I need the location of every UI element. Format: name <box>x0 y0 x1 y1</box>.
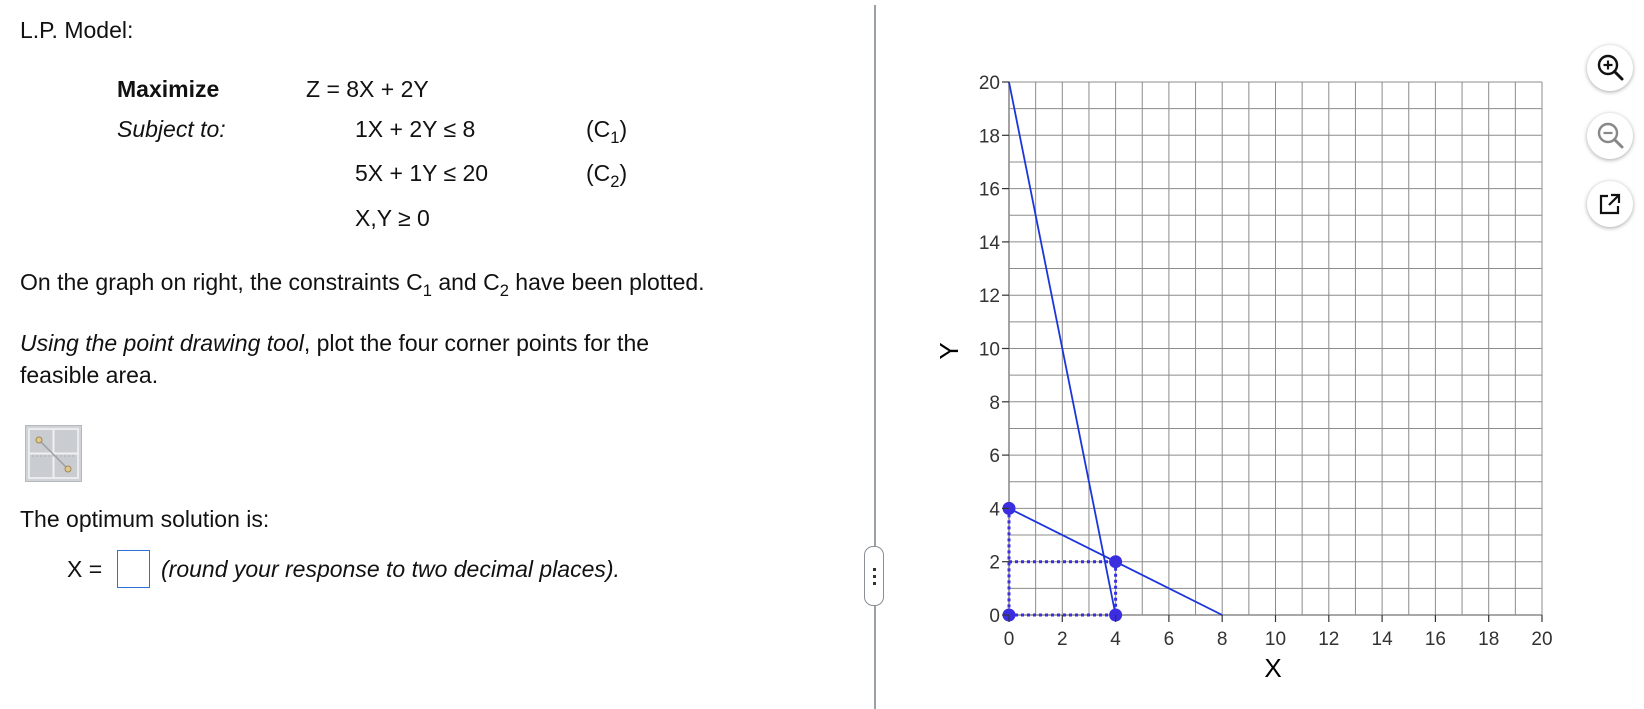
x-tick-label: 0 <box>1003 629 1015 650</box>
x-tick-label: 12 <box>1318 629 1340 650</box>
y-tick-label: 0 <box>989 606 1000 627</box>
constraint-c2-tag: $(C_2)$ <box>586 160 628 191</box>
y-tick-label: 6 <box>989 446 1000 468</box>
panel-resize-handle[interactable] <box>864 546 884 606</box>
axis-ticks <box>979 73 1553 650</box>
corner-point <box>1003 502 1016 515</box>
constraint-c1: 1X + 2Y ≤ 8 <box>355 116 476 142</box>
point-drawing-tool-button[interactable] <box>25 425 82 482</box>
instruction-constraints: On the graph on right, the constraints $C_1$ and $C_2$ have been plotted. <box>20 269 705 300</box>
x-axis-label: X <box>1264 653 1282 683</box>
instruction-plot: Using the point drawing tool, plot the four corner points for the <box>20 330 650 356</box>
x-tick-label: 18 <box>1478 629 1500 650</box>
maximize-label: Maximize <box>117 76 220 102</box>
x-tick-label: 2 <box>1057 629 1068 650</box>
y-tick-label: 12 <box>978 286 1000 308</box>
zoom-in-icon <box>1595 53 1625 83</box>
x-tick-label: 6 <box>1163 629 1175 650</box>
corner-point <box>1109 609 1122 622</box>
corner-points <box>1003 502 1123 622</box>
x-tick-label: 16 <box>1424 629 1446 650</box>
graph-grid <box>1009 82 1542 615</box>
corner-point <box>1003 609 1016 622</box>
point-tool-icon <box>26 426 81 481</box>
x-answer-input[interactable] <box>117 550 150 588</box>
zoom-in-button[interactable] <box>1587 45 1633 91</box>
x-tick-label: 10 <box>1264 629 1287 650</box>
optimum-prompt: The optimum solution is: <box>20 506 270 532</box>
y-tick-label: 20 <box>978 73 1000 94</box>
constraint-c2: 5X + 1Y ≤ 20 <box>355 160 489 186</box>
y-tick-label: 18 <box>978 126 1000 148</box>
x-tick-label: 14 <box>1371 629 1393 650</box>
y-tick-label: 2 <box>989 552 1000 574</box>
subject-to-label: Subject to: <box>117 116 226 142</box>
zoom-out-button[interactable] <box>1587 113 1633 159</box>
y-tick-label: 8 <box>989 392 1000 414</box>
feasible-region-guides <box>1009 508 1116 615</box>
zoom-out-icon <box>1595 121 1625 151</box>
model-header: L.P. Model: <box>20 17 134 43</box>
y-tick-label: 14 <box>978 232 1000 254</box>
x-tick-label: 20 <box>1531 629 1553 650</box>
y-tick-label: 16 <box>978 179 1000 201</box>
constraint-line-c2 <box>1009 82 1116 615</box>
x-tick-label: 8 <box>1216 629 1228 650</box>
objective-function: Z = 8X + 2Y <box>306 76 429 102</box>
popout-icon <box>1597 191 1623 217</box>
y-axis-label: Y <box>934 342 964 360</box>
corner-point <box>1109 555 1122 568</box>
x-answer-label: X = <box>67 556 103 582</box>
constraint-c1-tag: $(C_1)$ <box>586 116 628 147</box>
instruction-plot-cont: feasible area. <box>20 362 159 388</box>
y-tick-label: 10 <box>978 339 1000 361</box>
x-tick-label: 4 <box>1110 629 1121 650</box>
constraint-lines <box>1009 82 1222 615</box>
nonnegativity-constraint: X,Y ≥ 0 <box>355 205 430 231</box>
popout-button[interactable] <box>1587 181 1633 227</box>
rounding-hint: (round your response to two decimal places). <box>161 556 620 582</box>
y-tick-label: 4 <box>989 499 1000 521</box>
constraint-line-c1 <box>1009 508 1222 615</box>
